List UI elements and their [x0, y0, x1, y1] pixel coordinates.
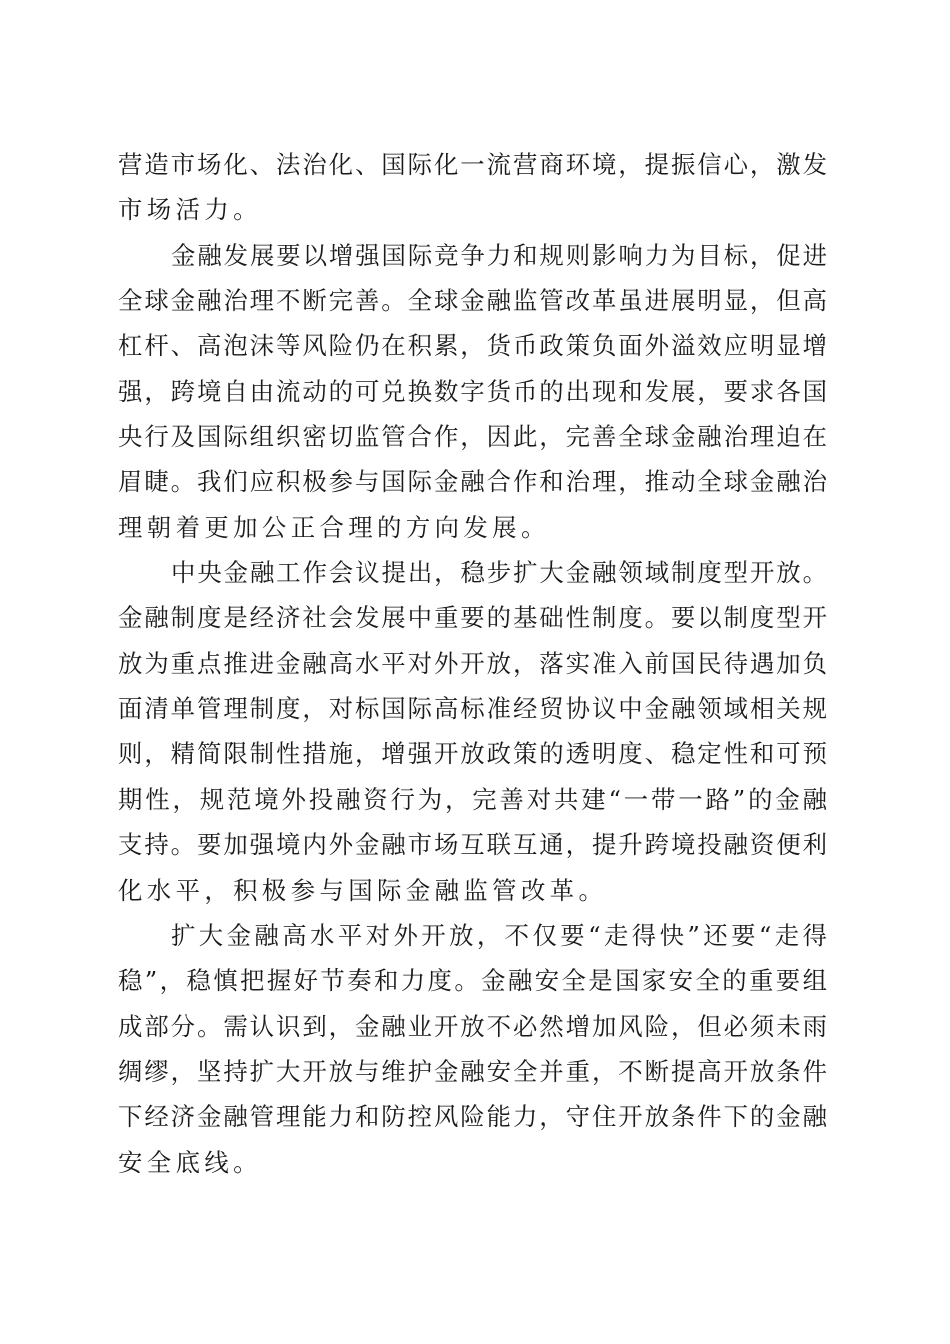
text-line: 强，跨境自由流动的可兑换数字货币的出现和发展，要求各国 — [118, 376, 827, 406]
paragraph — [118, 550, 827, 913]
text-line: 下经济金融管理能力和防控风险能力，守住开放条件下的金融 — [118, 1102, 827, 1132]
text-line: 安全底线。 — [118, 1147, 262, 1177]
text-line: 稳”，稳慎把握好节奏和力度。金融安全是国家安全的重要组 — [118, 966, 827, 996]
text-line: 则，精简限制性措施，增强开放政策的透明度、稳定性和可预 — [118, 739, 827, 769]
text-line: 化水平，积极参与国际金融监管改革。 — [118, 875, 608, 905]
text-line: 金融发展要以增强国际竞争力和规则影响力为目标，促进 — [171, 240, 827, 270]
text-line: 央行及国际组织密切监管合作，因此，完善全球金融治理迫在 — [118, 422, 827, 452]
text-line: 市场活力。 — [118, 195, 262, 225]
text-line: 绸缪，坚持扩大开放与维护金融安全并重，不断提高开放条件 — [118, 1056, 827, 1086]
text-line: 理朝着更加公正合理的方向发展。 — [118, 512, 550, 542]
text-line: 成部分。需认识到，金融业开放不必然增加风险，但必须未雨 — [118, 1011, 827, 1041]
text-line: 营造市场化、法治化、国际化一流营商环境，提振信心，激发 — [118, 150, 827, 179]
text-line: 面清单管理制度，对标国际高标准经贸协议中金融领域相关规 — [118, 694, 827, 724]
paragraph — [118, 142, 827, 233]
text-line: 期性，规范境外投融资行为，完善对共建“一带一路”的金融 — [118, 784, 827, 814]
paragraph — [118, 913, 827, 1185]
text-line: 扩大金融高水平对外开放，不仅要“走得快”还要“走得 — [171, 920, 827, 950]
text-line: 支持。要加强境内外金融市场互联互通，提升跨境投融资便利 — [118, 830, 827, 860]
text-line: 眉睫。我们应积极参与国际金融合作和治理，推动全球金融治 — [118, 467, 827, 497]
text-line: 放为重点推进金融高水平对外开放，落实准入前国民待遇加负 — [118, 648, 827, 678]
text-line: 金融制度是经济社会发展中重要的基础性制度。要以制度型开 — [118, 603, 827, 633]
text-line: 全球金融治理不断完善。全球金融监管改革虽进展明显，但高 — [118, 286, 827, 316]
text-line: 杠杆、高泡沫等风险仍在积累，货币政策负面外溢效应明显增 — [118, 331, 827, 361]
paragraph — [118, 233, 827, 550]
text-line: 中央金融工作会议提出，稳步扩大金融领域制度型开放。 — [171, 558, 827, 588]
document-body — [118, 142, 827, 1185]
